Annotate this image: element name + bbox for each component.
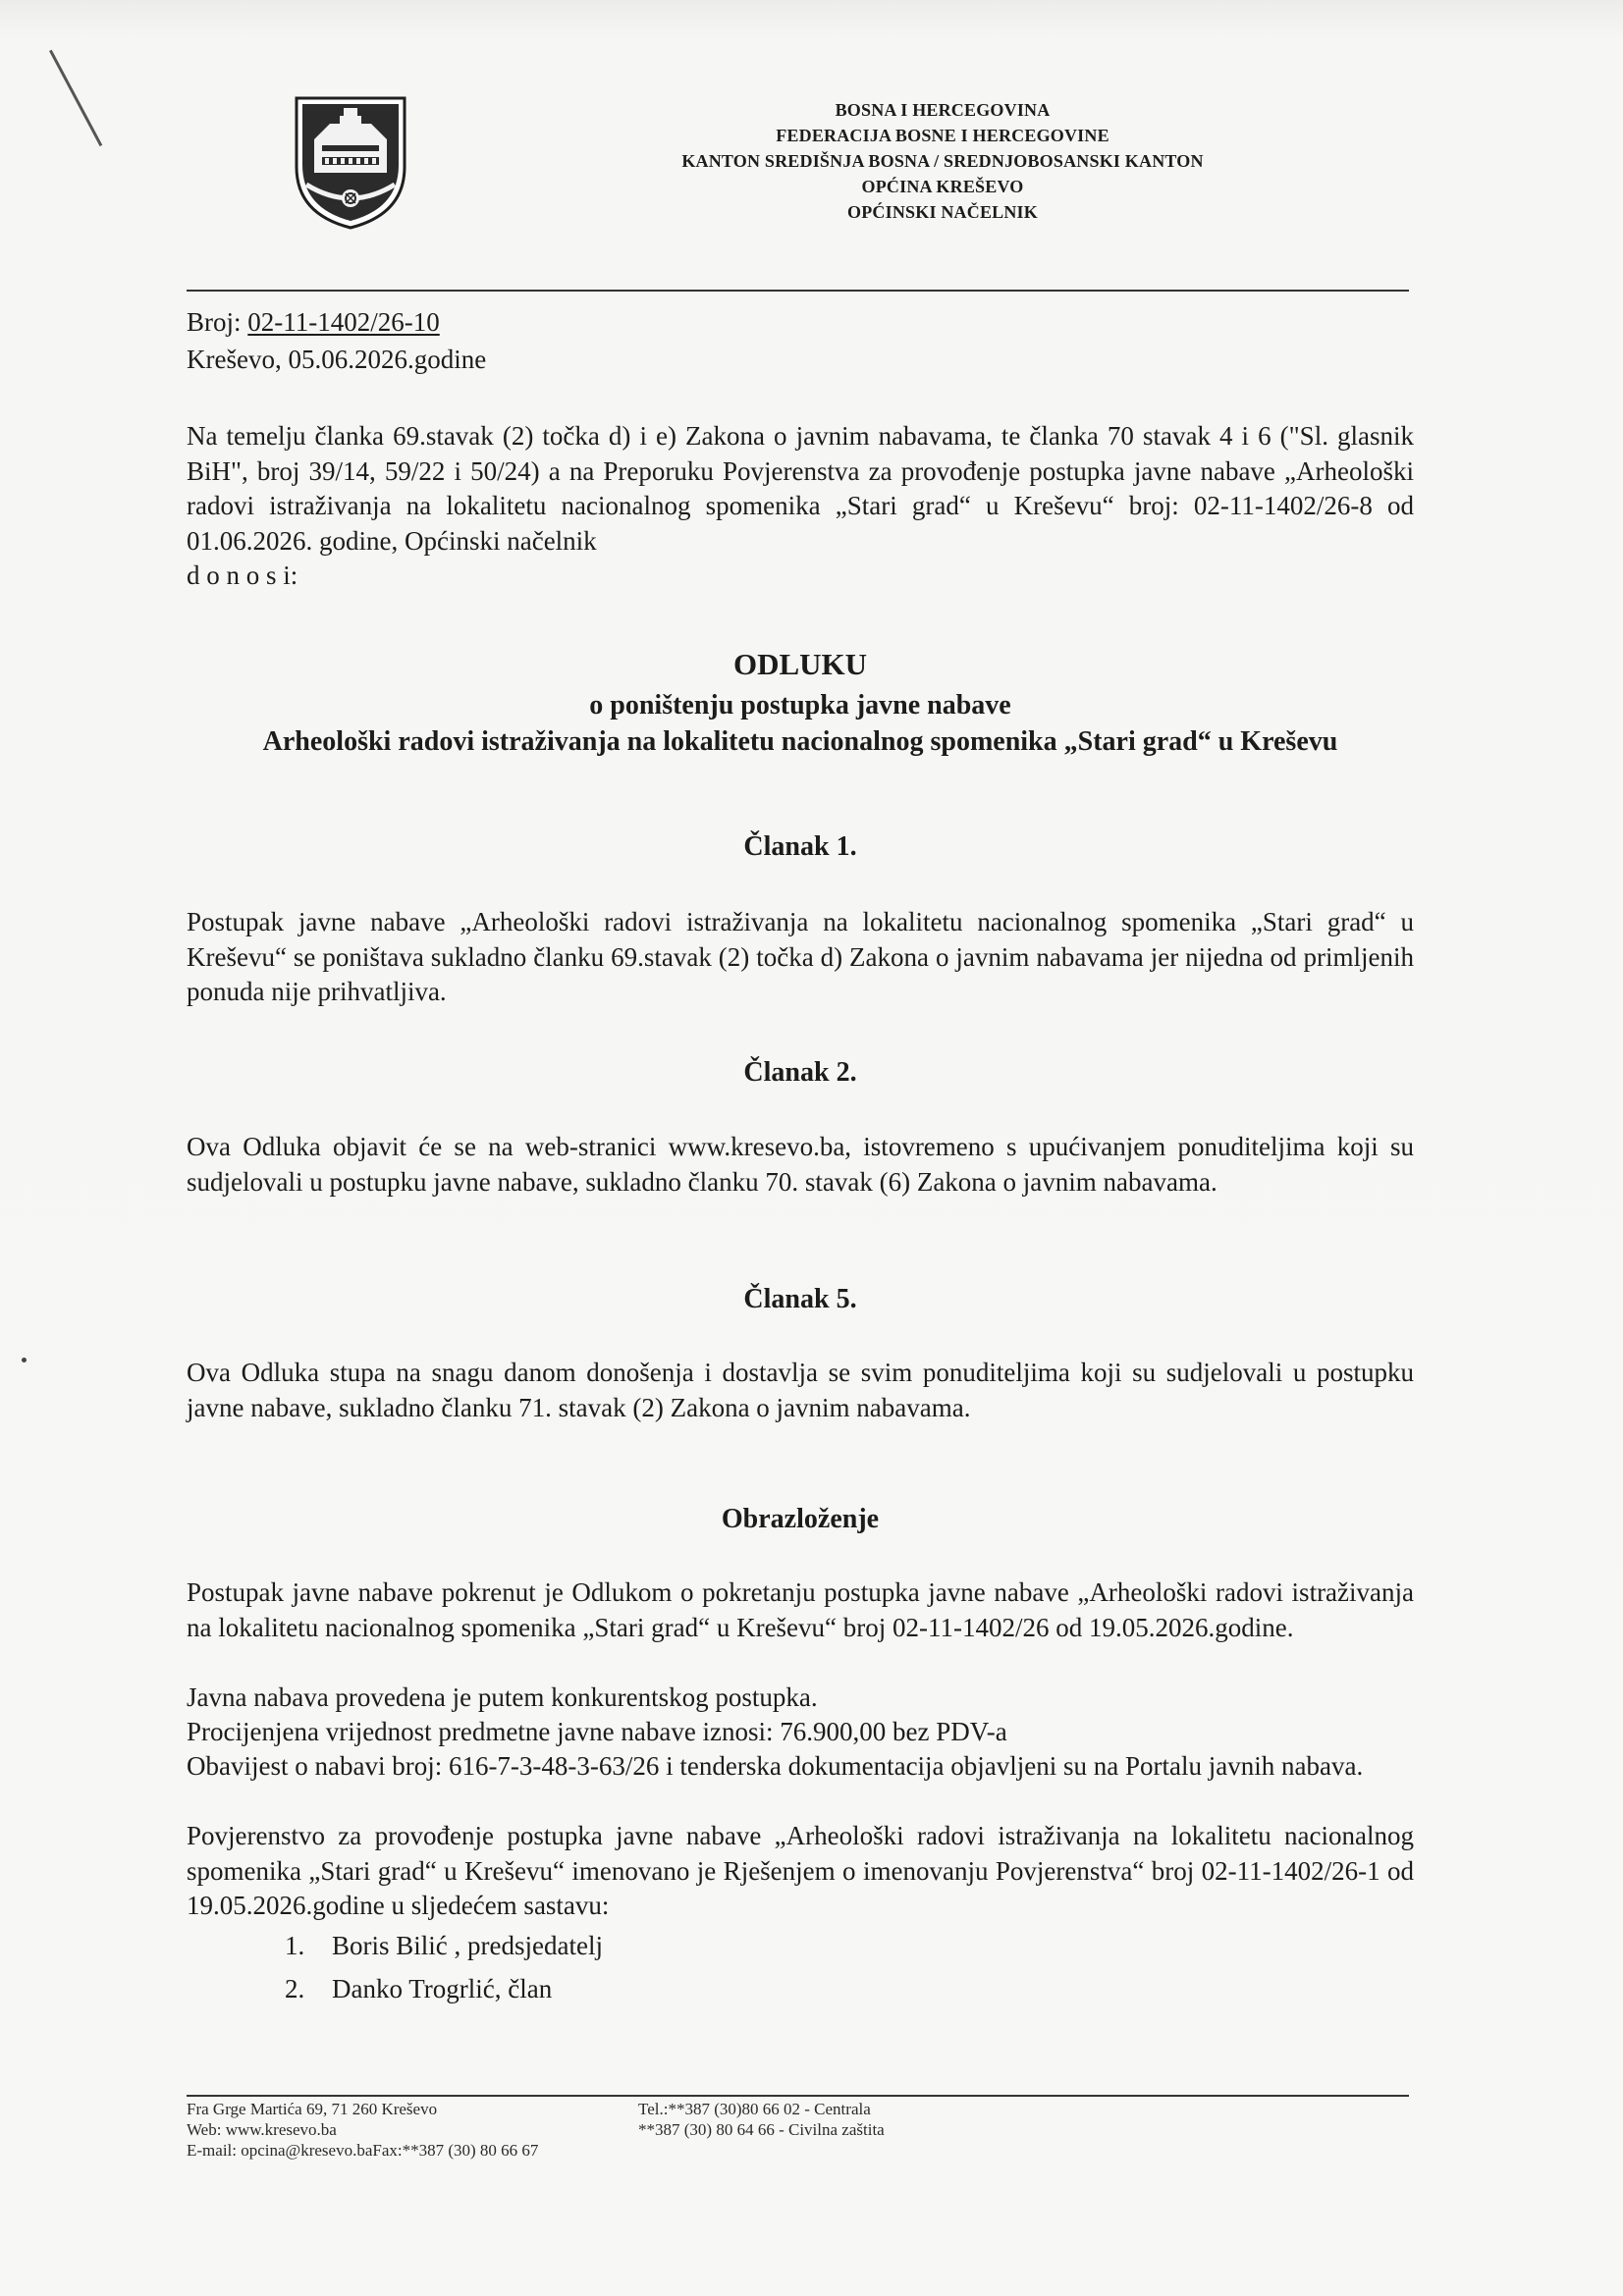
article-1-heading: Članak 1. — [743, 831, 857, 862]
footer-email-fax: E-mail: opcina@kresevo.baFax:**387 (30) 80 66 67 — [187, 2141, 539, 2160]
article-5-heading: Članak 5. — [743, 1284, 857, 1314]
reference-value: 02-11-1402/26-10 — [247, 307, 440, 337]
article-2-text: Ova Odluka objavit će se na web-stranici www.kresevo.ba, istovremeno s upućivanjem ponuditeljima koji su sudjelovali u postupku javne nabave, sukladno članku 70. stavak (6) Zakona o javnim nabavama. — [187, 1132, 1414, 1197]
footer-tel-central: Tel.:**387 (30)80 66 02 - Centrala — [638, 2100, 871, 2118]
stray-ink-dot — [22, 1358, 27, 1362]
municipality-crest-logo — [293, 94, 408, 232]
footer-tel-civil-protection: **387 (30) 80 64 66 - Civilna zaštita — [638, 2120, 885, 2139]
explanation-paragraph-1: Postupak javne nabave pokrenut je Odlukom o pokretanju postupka javne nabave „Arheološki radovi istraživanja na lokalitetu nacionalnog spomenika „Stari grad“ u Kreševu“ broj 02-11-1402/26 od 19.05.2026.godine. — [187, 1577, 1414, 1642]
list-item-number: 2. — [285, 1974, 305, 2003]
decision-subtitle-1: o poništenju postupka javne nabave — [589, 690, 1011, 721]
footer-left — [187, 2099, 538, 2161]
header-divider — [187, 290, 1409, 292]
letterhead-line-office: OPĆINSKI NAČELNIK — [847, 202, 1038, 222]
article-2-heading: Članak 2. — [743, 1057, 857, 1088]
reference-label: Broj: — [187, 307, 248, 337]
letterhead-line-country: BOSNA I HERCEGOVINA — [835, 100, 1051, 120]
list-item — [285, 1967, 603, 2010]
letterhead-line-canton: KANTON SREDIŠNJA BOSNA / SREDNJOBOSANSKI KANTON — [681, 151, 1204, 171]
explanation-paragraph-2: Javna nabava provedena je putem konkurentskog postupka. — [187, 1682, 818, 1712]
footer-web: Web: www.kresevo.ba — [187, 2120, 337, 2139]
list-item-number: 1. — [285, 1931, 305, 1960]
preamble: Na temelju članka 69.stavak (2) točka d) i e) Zakona o javnim nabavama, te članka 70 stavak 4 i 6 ("Sl. glasnik BiH", broj 39/14, 59/22 i 50/24) a na Preporuku Povjerenstva za provođenje postupka javne nabave „Arheološki radovi istraživanja na lokalitetu nacionalnog spomenika „Stari grad“ u Kreševu“ broj: 02-11-1402/26-8 od 01.06.2026. godine, Općinski načelnik — [187, 421, 1414, 556]
footer-divider — [187, 2095, 1409, 2097]
explanation-heading: Obrazloženje — [721, 1504, 880, 1534]
article-1-text: Postupak javne nabave „Arheološki radovi istraživanja na lokalitetu nacionalnog spomenika „Stari grad“ u Kreševu“ se poništava sukladno članku 69.stavak (2) točka d) Zakona o javnim nabavama jer nijedna od primljenih ponuda nije prihvatljiva. — [187, 907, 1414, 1006]
letterhead-line-municipality: OPĆINA KREŠEVO — [861, 177, 1024, 196]
reference-number — [187, 304, 440, 340]
place-date: Kreševo, 05.06.2026.godine — [187, 345, 487, 374]
list-item-text: Danko Trogrlić, član — [332, 1974, 553, 2003]
decision-subtitle-2: Arheološki radovi istraživanja na lokalitetu nacionalnog spomenika „Stari grad“ u Kreševu — [262, 726, 1338, 757]
committee-member-list — [285, 1924, 603, 2010]
list-item-text: Boris Bilić , predsjedatelj — [332, 1931, 603, 1960]
footer-right — [638, 2099, 885, 2140]
donosi-text: d o n o s i: — [187, 561, 298, 590]
article-5-text: Ova Odluka stupa na snagu danom donošenja i dostavlja se svim ponuditeljima koji su sudjelovali u postupku javne nabave, sukladno članku 71. stavak (2) Zakona o javnim nabavama. — [187, 1358, 1414, 1422]
letterhead — [550, 97, 1335, 225]
letterhead-line-federation: FEDERACIJA BOSNE I HERCEGOVINE — [776, 126, 1109, 145]
explanation-paragraph-3: Procijenjena vrijednost predmetne javne nabave iznosi: 76.900,00 bez PDV-a — [187, 1717, 1007, 1746]
footer-address: Fra Grge Martića 69, 71 260 Kreševo — [187, 2100, 438, 2118]
explanation-paragraph-5: Povjerenstvo za provođenje postupka javne nabave „Arheološki radovi istraživanja na lokalitetu nacionalnog spomenika „Stari grad“ u Kreševu“ imenovano je Rješenjem o imenovanju Povjerenstva“ broj 02-11-1402/26-1 od 19.05.2026.godine u sljedećem sastavu: — [187, 1821, 1414, 1920]
list-item — [285, 1924, 603, 1967]
margin-pen-mark — [49, 50, 102, 147]
explanation-paragraph-4: Obavijest o nabavi broj: 616-7-3-48-3-63/26 i tenderska dokumentacija objavljeni su na Portalu javnih nabava. — [187, 1751, 1364, 1781]
decision-title: ODLUKU — [732, 647, 868, 681]
